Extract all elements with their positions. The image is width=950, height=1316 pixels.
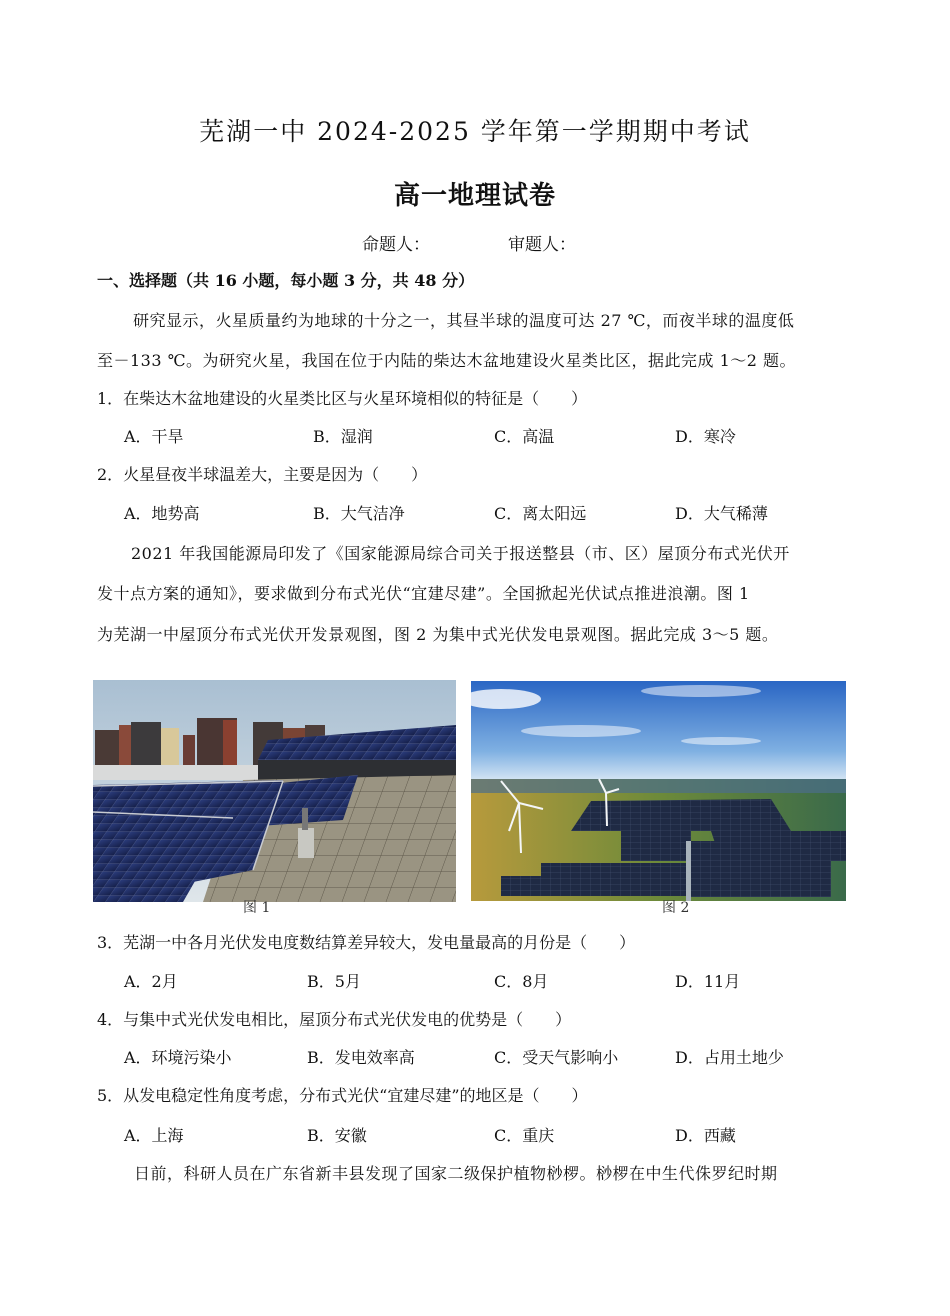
option-c: C．受天气影响小 <box>494 1048 619 1067</box>
reviewer-label: 审题人： <box>508 235 576 255</box>
option-d: D．大气稀薄 <box>675 504 768 523</box>
question-stem: 1．在柴达木盆地建设的火星类比区与火星环境相似的特征是（ ） <box>97 389 588 408</box>
exam-subtitle: 高一地理试卷 <box>393 181 556 211</box>
option-b: B．5月 <box>307 972 361 991</box>
option-d: D．西藏 <box>675 1126 736 1145</box>
figure-2-caption: 图 2 <box>662 900 690 916</box>
option-b: B．安徽 <box>307 1126 367 1145</box>
passage-line: 发十点方案的通知》，要求做到分布式光伏“宜建尽建”。全国掀起光伏试点推进浪潮。图 1 <box>97 584 750 603</box>
exam-title: 芜湖一中 2024-2025 学年第一学期期中考试 <box>199 117 751 146</box>
option-d: D．占用土地少 <box>675 1048 784 1067</box>
option-a: A．上海 <box>124 1126 184 1145</box>
section-heading: 一、选择题（共 16 小题，每小题 3 分，共 48 分） <box>97 271 475 290</box>
option-a: A．干旱 <box>124 427 184 446</box>
passage-line: 至－133 ℃。为研究火星，我国在位于内陆的柴达木盆地建设火星类比区，据此完成 1～2 题。 <box>97 351 797 370</box>
passage-line: 为芜湖一中屋顶分布式光伏开发景观图，图 2 为集中式光伏发电景观图。据此完成 3～5 题。 <box>97 625 779 644</box>
option-a: A．地势高 <box>124 504 200 523</box>
passage-line: 研究显示，火星质量约为地球的十分之一，其昼半球的温度可达 27 ℃，而夜半球的温度低 <box>133 311 795 330</box>
option-c: C．8月 <box>494 972 549 991</box>
option-b: B．湿润 <box>313 427 373 446</box>
option-a: A．2月 <box>124 972 178 991</box>
passage-line: 日前，科研人员在广东省新丰县发现了国家二级保护植物桫椤。桫椤在中生代侏罗纪时期 <box>134 1164 778 1183</box>
question-stem: 4．与集中式光伏发电相比，屋顶分布式光伏发电的优势是（ ） <box>97 1010 572 1029</box>
figure-1-caption: 图 1 <box>243 900 271 916</box>
option-d: D．寒冷 <box>675 427 736 446</box>
option-c: C．高温 <box>494 427 555 446</box>
option-a: A．环境污染小 <box>124 1048 232 1067</box>
option-b: B．发电效率高 <box>307 1048 415 1067</box>
question-stem: 2．火星昼夜半球温差大，主要是因为（ ） <box>97 465 428 484</box>
figure-2-solar-farm-photo <box>471 681 846 901</box>
passage-line: 2021 年我国能源局印发了《国家能源局综合司关于报送整县（市、区）屋顶分布式光伏开 <box>131 544 790 563</box>
question-stem: 3．芜湖一中各月光伏发电度数结算差异较大，发电量最高的月份是（ ） <box>97 933 636 952</box>
figure-1-rooftop-solar-photo <box>93 680 456 902</box>
question-stem: 5．从发电稳定性角度考虑，分布式光伏“宜建尽建”的地区是（ ） <box>97 1086 588 1105</box>
author-label: 命题人： <box>362 235 430 255</box>
option-d: D．11月 <box>675 972 741 991</box>
option-c: C．离太阳远 <box>494 504 587 523</box>
option-c: C．重庆 <box>494 1126 555 1145</box>
option-b: B．大气洁净 <box>313 504 405 523</box>
